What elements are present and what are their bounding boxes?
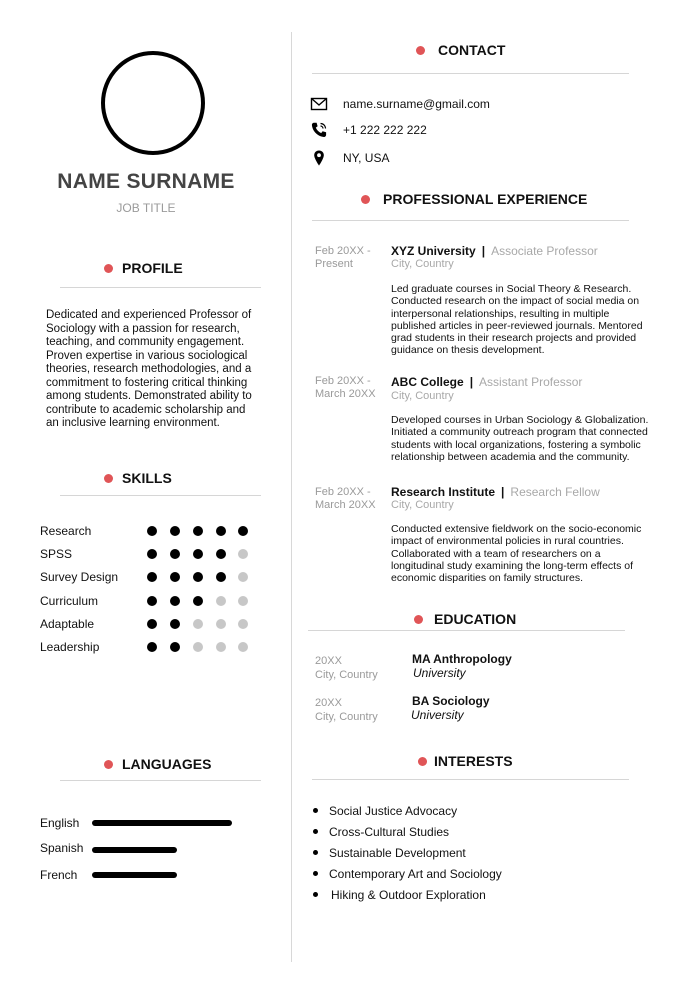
skill-dot-filled bbox=[216, 572, 226, 582]
skill-dot-filled bbox=[170, 572, 180, 582]
education-divider bbox=[308, 630, 625, 631]
education-degree: BA Sociology bbox=[412, 694, 490, 708]
skill-label: Survey Design bbox=[40, 570, 119, 584]
skill-dot-empty bbox=[216, 596, 226, 606]
job-dates bbox=[315, 245, 371, 271]
skill-label: SPSS bbox=[40, 547, 73, 561]
job-location: City, Country bbox=[391, 499, 454, 511]
languages-heading bbox=[104, 756, 211, 772]
skill-row bbox=[40, 547, 260, 561]
bullet-icon bbox=[313, 808, 318, 813]
section-dot-icon bbox=[416, 46, 425, 55]
education-location: City, Country bbox=[315, 711, 378, 723]
language-label: Spanish bbox=[40, 841, 84, 855]
job-date-start: Feb 20XX - bbox=[315, 245, 371, 257]
skill-dot-filled bbox=[147, 549, 157, 559]
contact-location bbox=[310, 149, 389, 167]
skill-dot-filled bbox=[170, 642, 180, 652]
interests-heading bbox=[418, 753, 513, 769]
skill-dot-empty bbox=[193, 619, 203, 629]
interests-heading-label: INTERESTS bbox=[434, 753, 513, 769]
job-role: Research Fellow bbox=[510, 485, 600, 499]
interest-item: Sustainable Development bbox=[329, 846, 466, 860]
profile-photo-placeholder bbox=[101, 51, 205, 155]
profile-divider bbox=[60, 287, 261, 288]
job-dates bbox=[315, 486, 376, 512]
skill-row bbox=[40, 617, 260, 631]
contact-email bbox=[310, 95, 490, 113]
education-location: City, Country bbox=[315, 669, 378, 681]
skill-row bbox=[40, 640, 260, 654]
interest-item: Contemporary Art and Sociology bbox=[329, 867, 502, 881]
skill-row bbox=[40, 594, 260, 608]
skill-dot-empty bbox=[238, 642, 248, 652]
job-role: Assistant Professor bbox=[479, 375, 583, 389]
section-dot-icon bbox=[414, 615, 423, 624]
job-company: XYZ University bbox=[391, 244, 476, 258]
location-pin-icon bbox=[310, 149, 328, 167]
experience-heading bbox=[361, 191, 587, 207]
language-level-bar bbox=[92, 847, 232, 853]
language-level-fill bbox=[92, 820, 232, 826]
experience-divider bbox=[312, 220, 629, 221]
job-separator: | bbox=[469, 375, 474, 389]
contact-heading bbox=[416, 42, 505, 58]
interests-divider bbox=[312, 779, 629, 780]
phone-text[interactable]: +1 222 222 222 bbox=[343, 123, 427, 137]
skill-dot-empty bbox=[216, 619, 226, 629]
bullet-icon bbox=[313, 871, 318, 876]
job-company: ABC College bbox=[391, 375, 464, 389]
job-header bbox=[391, 485, 600, 499]
education-dates bbox=[315, 654, 378, 682]
job-date-end: March 20XX bbox=[315, 499, 376, 511]
profile-heading bbox=[104, 260, 183, 276]
skill-dot-filled bbox=[193, 549, 203, 559]
language-label: English bbox=[40, 816, 80, 830]
language-level-fill bbox=[92, 847, 177, 853]
job-role: Associate Professor bbox=[491, 244, 598, 258]
job-date-end: March 20XX bbox=[315, 388, 376, 400]
email-text[interactable]: name.surname@gmail.com bbox=[343, 97, 490, 111]
language-label: French bbox=[40, 868, 78, 882]
skill-label: Adaptable bbox=[40, 617, 95, 631]
job-dates bbox=[315, 375, 376, 401]
skills-heading-label: SKILLS bbox=[122, 470, 172, 486]
contact-divider bbox=[312, 73, 629, 74]
skill-dot-filled bbox=[170, 526, 180, 536]
skill-dot-empty bbox=[238, 572, 248, 582]
profile-text: Dedicated and experienced Professor of Sociology with a passion for research, teaching, and community engagement. Proven expertise in various sociological theories, research methodologies, and a commitment to fostering critical thinking among students. Demonstrated ability to contribute to academic scholarship and an inclusive learning environment. bbox=[46, 309, 252, 429]
skill-dot-empty bbox=[238, 619, 248, 629]
skill-dot-filled bbox=[147, 619, 157, 629]
job-separator: | bbox=[501, 485, 505, 499]
skill-label: Curriculum bbox=[40, 594, 99, 608]
section-dot-icon bbox=[361, 195, 370, 204]
job-date-start: Feb 20XX - bbox=[315, 375, 371, 387]
education-heading bbox=[414, 611, 516, 627]
skill-dot-filled bbox=[193, 572, 203, 582]
contact-heading-label: CONTACT bbox=[438, 42, 506, 58]
skill-dot-empty bbox=[238, 596, 248, 606]
job-title: JOB TITLE bbox=[116, 201, 176, 215]
location-text: NY, USA bbox=[343, 151, 390, 165]
job-company: Research Institute bbox=[391, 485, 496, 499]
job-date-end: Present bbox=[315, 258, 353, 270]
contact-phone bbox=[310, 121, 427, 139]
skill-dot-filled bbox=[147, 642, 157, 652]
profile-heading-label: PROFILE bbox=[122, 260, 183, 276]
skill-dot-filled bbox=[216, 526, 226, 536]
skills-divider bbox=[60, 495, 261, 496]
job-date-start: Feb 20XX - bbox=[315, 486, 371, 498]
skill-dot-filled bbox=[147, 572, 157, 582]
envelope-icon bbox=[310, 95, 328, 113]
skill-dot-empty bbox=[193, 642, 203, 652]
languages-heading-label: LANGUAGES bbox=[122, 756, 212, 772]
skill-label: Research bbox=[40, 524, 92, 538]
bullet-icon bbox=[313, 829, 318, 834]
interest-item: Social Justice Advocacy bbox=[329, 804, 458, 818]
experience-heading-label: PROFESSIONAL EXPERIENCE bbox=[383, 191, 588, 207]
skill-label: Leadership bbox=[40, 640, 100, 654]
education-school: University bbox=[411, 708, 464, 722]
skill-dot-filled bbox=[216, 549, 226, 559]
job-separator: | bbox=[481, 244, 486, 258]
section-dot-icon bbox=[418, 757, 427, 766]
skill-dot-filled bbox=[147, 526, 157, 536]
job-header bbox=[391, 244, 598, 258]
skill-dot-empty bbox=[238, 549, 248, 559]
education-heading-label: EDUCATION bbox=[434, 611, 517, 627]
bullet-icon bbox=[313, 850, 318, 855]
column-divider bbox=[291, 32, 292, 962]
phone-icon bbox=[310, 121, 328, 139]
skill-dot-filled bbox=[147, 596, 157, 606]
interest-item: Hiking & Outdoor Exploration bbox=[331, 888, 486, 902]
job-location: City, Country bbox=[391, 258, 454, 270]
language-level-fill bbox=[92, 872, 177, 878]
skill-dot-filled bbox=[193, 596, 203, 606]
skill-dot-empty bbox=[216, 642, 226, 652]
skill-row bbox=[40, 570, 260, 584]
skill-dot-filled bbox=[170, 549, 180, 559]
section-dot-icon bbox=[104, 760, 113, 769]
interest-item: Cross-Cultural Studies bbox=[329, 825, 450, 839]
full-name: NAME SURNAME bbox=[57, 170, 235, 193]
skill-dot-filled bbox=[170, 619, 180, 629]
education-school: University bbox=[413, 666, 466, 680]
education-year: 20XX bbox=[315, 655, 342, 667]
education-degree: MA Anthropology bbox=[412, 652, 512, 666]
skill-dot-filled bbox=[238, 526, 248, 536]
education-year: 20XX bbox=[315, 697, 342, 709]
job-description: Conducted extensive fieldwork on the socio-economic impact of environmental policies in rural countries. Collaborated with a team of researchers on a longitudinal study examining the long-term effects of economic disparities on family structures. bbox=[391, 523, 642, 585]
job-description: Developed courses in Urban Sociology & Globalization. Initiated a community outreach program that connected students with local organizations, fostering a symbolic relationship between academia and the community. bbox=[391, 414, 649, 463]
job-location: City, Country bbox=[391, 390, 454, 402]
section-dot-icon bbox=[104, 264, 113, 273]
job-description: Led graduate courses in Social Theory & Research. Conducted research on the impact of social media on interpersonal relationships, resulting in multiple published articles in peer-reviewed journals. Mentored grad students in their research projects and provided guidance on thesis development. bbox=[391, 283, 643, 357]
language-level-bar bbox=[92, 820, 232, 826]
skill-dot-filled bbox=[193, 526, 203, 536]
section-dot-icon bbox=[104, 474, 113, 483]
skill-row bbox=[40, 524, 260, 538]
languages-divider bbox=[60, 780, 261, 781]
education-dates bbox=[315, 696, 378, 724]
language-level-bar bbox=[92, 872, 232, 878]
skill-dot-filled bbox=[170, 596, 180, 606]
bullet-icon bbox=[313, 892, 318, 897]
job-header bbox=[391, 375, 582, 389]
skills-heading bbox=[104, 470, 172, 486]
